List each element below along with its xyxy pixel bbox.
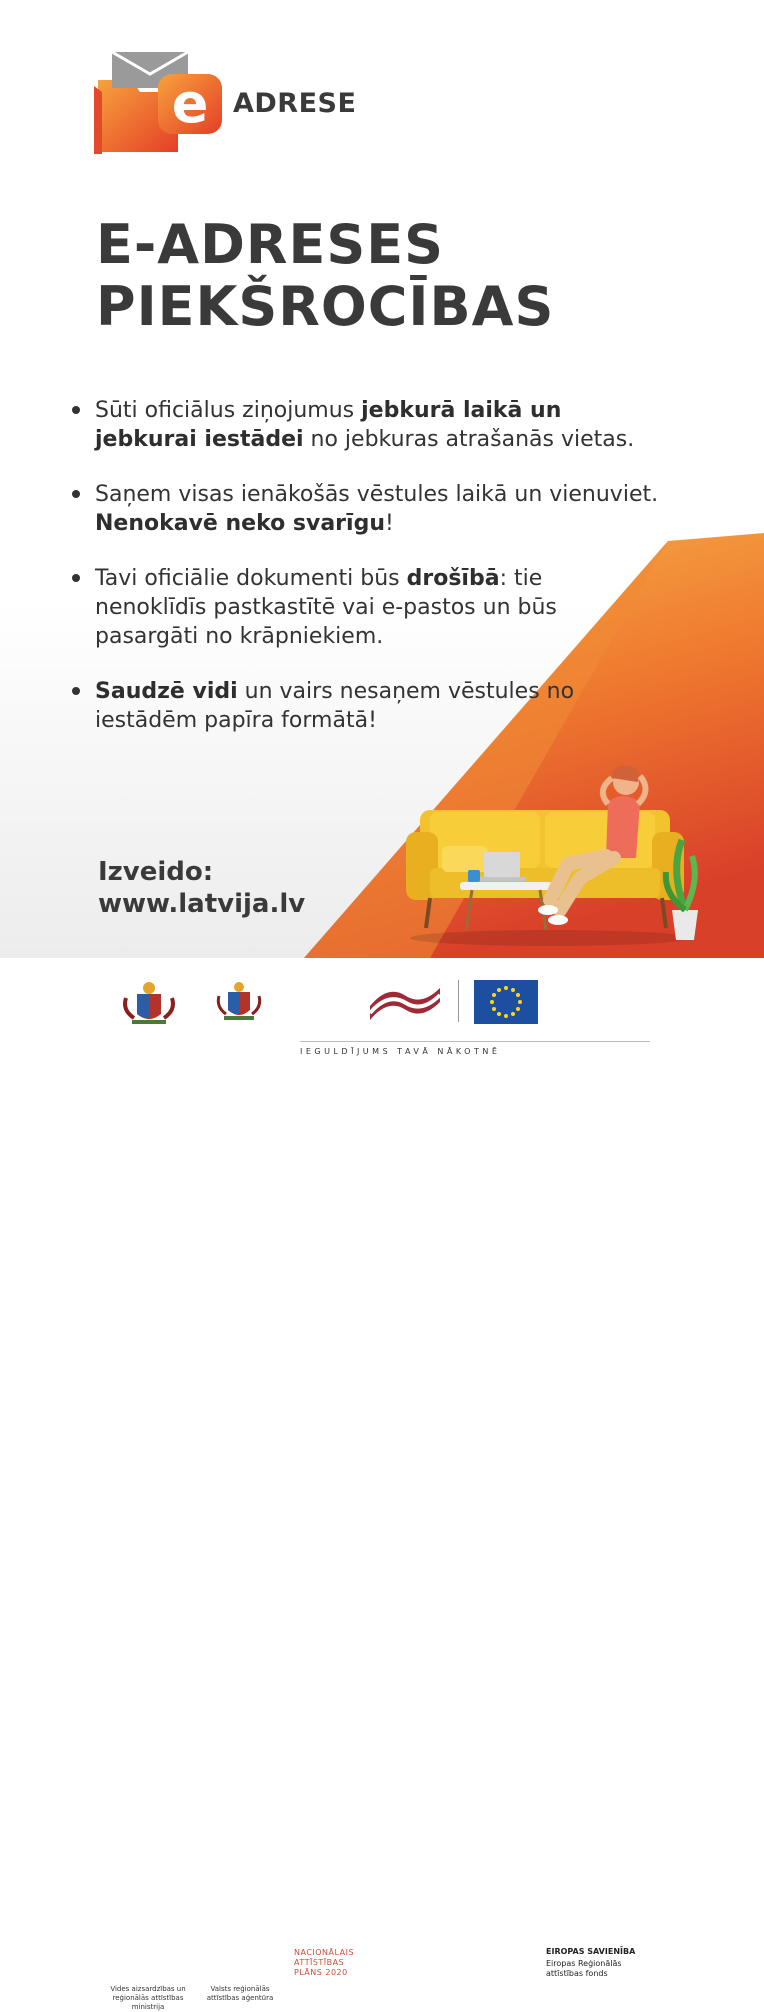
footer-divider (458, 980, 459, 1022)
eu-title: EIROPAS SAVIENĪBA (546, 1947, 636, 1956)
ministry-label: Vides aizsardzības un reģionālās attīstības ministrija (110, 1985, 186, 2011)
eu-fund-label: Eiropas Reģionālās attīstības fonds (546, 1959, 622, 1978)
motto-divider (300, 1041, 650, 1042)
latvia-coat-of-arms-icon (118, 980, 180, 1028)
nap-label: NACIONĀLAIS ATTĪSTĪBAS PLĀNS 2020 (294, 1948, 355, 1977)
title-line-2: PIEKŠROCĪBAS (96, 275, 555, 338)
benefit-item: Tavi oficiālie dokumenti būs drošībā: tie nenoklīdīs pastkastītē vai e-pastos un būs pasargāti no krāpniekiem. (70, 564, 660, 651)
page-title (96, 214, 554, 338)
benefit-item: Saudzē vidi un vairs nesaņem vēstules no iestādēm papīra formātā! (70, 677, 660, 735)
eu-flag-icon (474, 980, 538, 1024)
benefit-item: Saņem visas ienākošās vēstules laikā un vienuviet. Nenokavē neko svarīgu! (70, 480, 660, 538)
call-to-action (98, 856, 305, 920)
title-line-1: E-ADRESES (96, 213, 445, 276)
benefits-list (70, 396, 660, 761)
cta-label: Izveido: (98, 857, 214, 887)
benefit-item: Sūti oficiālus ziņojumus jebkurā laikā un jebkurai iestādei no jebkuras atrašanās vietas. (70, 396, 660, 454)
footer (0, 958, 764, 2011)
agency-coat-of-arms-icon (214, 980, 264, 1024)
footer-motto: IEGULDĪJUMS TAVĀ NĀKOTNĒ (300, 1047, 501, 1056)
latvian-flag-icon (368, 980, 442, 1022)
logo-e-letter: e (171, 72, 209, 135)
cta-link[interactable]: www.latvija.lv (98, 889, 306, 919)
sofa-illustration (400, 760, 700, 950)
logo-text: ADRESE (233, 88, 357, 119)
agency-label: Valsts reģionālās attīstības aģentūra (206, 1985, 274, 2002)
